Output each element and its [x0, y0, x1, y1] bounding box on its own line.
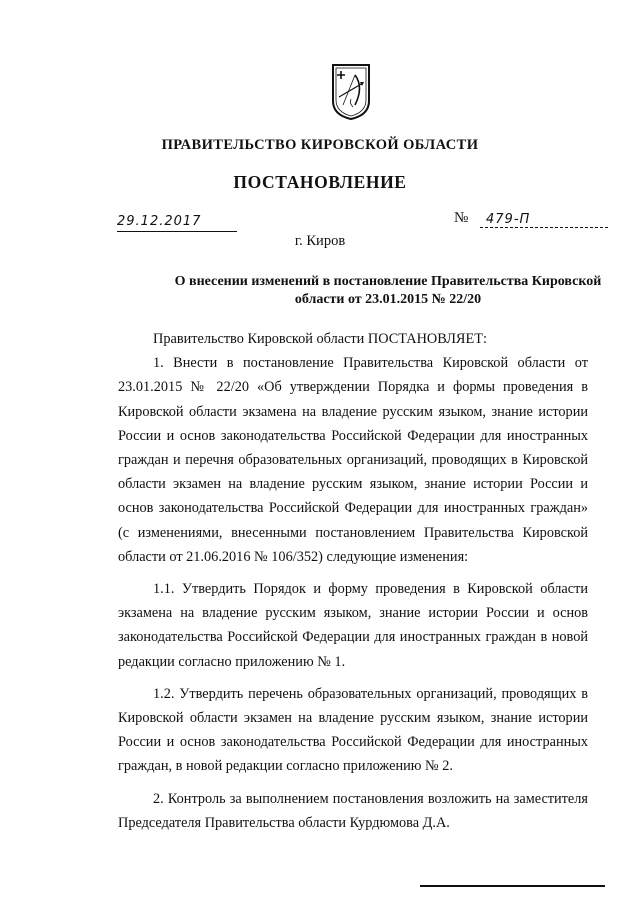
government-title: ПРАВИТЕЛЬСТВО КИРОВСКОЙ ОБЛАСТИ	[161, 137, 479, 153]
number-sign: №	[454, 210, 469, 226]
kirov-coat-of-arms-icon	[331, 63, 371, 121]
paragraph-1: 1. Внести в постановление Правительства Кировской области от 23.01.2015 № 22/20 «Об утверждении Порядка и формы проведения в Кировской области экзамена на владение русским языком, знание истории России и основ законодательства Российской Федерации для иностранных граждан и перечня образовательных организаций, проводящих в Кировской области экзамен на владение русским языком, знание истории России и основ законодательства Российской Федерации для иностранных граждан» (с изменениями, внесенными постановлением Правительства Кировской области от 21.06.2016 № 106/352) следующие изменения:	[118, 355, 588, 565]
paragraph-1-2: 1.2. Утвердить перечень образовательных организаций, проводящих в Кировской области экзамен на владение русским языком, знание истории России и основ законодательства Российской Федерации для иностранных граждан, в новой редакции согласно приложению № 2.	[118, 685, 588, 775]
document-date-value: 29.12.2017	[117, 214, 202, 229]
paragraph-2: 2. Контроль за выполнением постановления возложить на заместителя Председателя Правительства области Курдюмова Д.А.	[118, 790, 588, 831]
signature-divider	[420, 885, 605, 887]
document-number	[454, 210, 604, 230]
paragraph-1-1: 1.1. Утвердить Порядок и форму проведения в Кировской области экзамена на владение русским языком, знание истории России и основ законодательства Российской Федерации для иностранных граждан в новой редакции согласно приложению № 1.	[118, 581, 588, 670]
document-type: ПОСТАНОВЛЕНИЕ	[233, 172, 407, 192]
document-subject: О внесении изменений в постановление Правительства Кировской области от 23.01.2015 № 22/20	[174, 274, 602, 307]
document-number-value: 479-П	[480, 212, 608, 228]
preamble: Правительство Кировской области ПОСТАНОВЛЯЕТ:	[153, 331, 487, 347]
document-body	[118, 327, 588, 835]
document-date	[117, 214, 237, 232]
document-city: г. Киров	[294, 233, 346, 249]
